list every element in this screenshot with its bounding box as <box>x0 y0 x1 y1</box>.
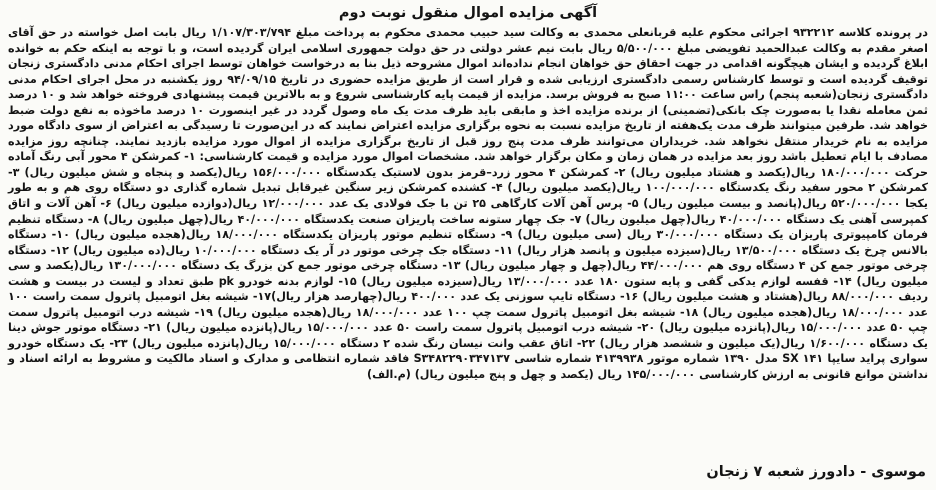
notice-body: در پرونده کلاسه ۹۳۲۲۱۲ اجرائی محکوم علیه قربانعلی محمدی به وکالت سید حبیب محمدی محکوم به پرداخت مبلغ ۱/۱۰۷/۳۰۳/۷۹۴ ریال بابت اصل خواسته در حق آقای اصغر مقدم به وکالت عبدالحمید تفویضی مبلغ ۵/۵۰۰/۰۰۰ ریال بابت نیم عشر دولتی در حق دولت جمهوری اسلامی ایران گردیده است، و با توجه به اینکه حکم به خوانده ابلاغ گردیده و ایشان هیچگونه اقدامی در جهت احقاق حق خواهان انجام نداده‌اند اموال مشروحه ذیل بنا به درخواست خواهان توسط اجرای احکام مدنی دادگستری زنجان توقیف گردیده است و توسط کارشناس رسمی دادگستری ارزیابی شده و قرار است از طریق مزایده حضوری در تاریخ ۹۴/۰۹/۱۵ روز یکشنبه در محل اجرای احکام مدنی دادگستری زنجان(شعبه پنجم) راس ساعت ۱۱:۰۰ صبح به فروش برسد. مزایده از قیمت پایه کارشناسی شروع و به بالاترین قیمت پیشنهادی فروخته خواهد شد و ۱۰ درصد ثمن معامله نقدا یا به‌صورت چک بانکی(تضمینی) از برنده مزایده اخذ و مابقی باید ظرف مدت یک ماه وصول گردد در غیر اینصورت ۱۰ درصد ماخوذه به نفع دولت ضبط خواهد شد. طرفین میتوانند ظرف مدت یک‌هفته از تاریخ مزایده نسبت به نحوه برگزاری مزایده اعتراض نمایند که در این‌صورت تا رسیدگی به اعتراض از سوی دادگاه مورد مزایده به نام خریدار منتقل نخواهد شد. خریداران می‌توانند ظرف مدت پنج روز قبل از تاریخ برگزاری مزایده از اموال مورد مزایده بازدید نمایند. چنانچه روز مزایده مصادف با ایام تعطیل باشد روز بعد مزایده در همان زمان و مکان برگزار خواهد شد. مشخصات اموال مورد مزایده و قیمت کارشناسی: ۱- کمرشکن ۴ محور آبی رنگ آماده حرکت ۱۸۰/۰۰۰/۰۰۰ ریال(یکصد و هشتاد میلیون ریال) ۲- کمرشکن ۴ محور زرد–قرمز بدون لاستیک یکدستگاه ۱۵۶/۰۰۰/۰۰۰ ریال(یکصد و پنجاه و شش میلیون ریال) ۳- کمرشکن ۲ محور سفید رنگ یکدستگاه ۱۰۰/۰۰۰/۰۰۰ ریال(یکصد میلیون ریال) ۴- کشنده کمرشکن زیر سنگین غیرقابل تبدیل شماره گذاری دو دستگاه روی هم و به طور یکجا ۵۲۰/۰۰۰/۰۰۰ ریال(پانصد و بیست میلیون ریال) ۵- پرس آهن آلات کارگاهی ۲۵ تن با جک فولادی یک عدد ۱۲/۰۰۰/۰۰۰ ریال(دوازده میلیون ریال) ۶- آهن آلات و اتاق کمپرسی آهنی یک دستگاه ۴۰/۰۰۰/۰۰۰ ریال(چهل میلیون ریال) ۷- جک چهار ستونه ساخت پاریزان صنعت یکدستگاه ۴۰/۰۰۰/۰۰۰ ریال(چهل میلیون ریال) ۸- دستگاه تنظیم فرمان کامپیوتری پاریزان یک دستگاه ۳۰/۰۰۰/۰۰۰ ریال (سی میلیون ریال) ۹- دستگاه تنظیم موتور پاریزان یکدستگاه ۱۸/۰۰۰/۰۰۰ ریال(هجده میلیون ریال) ۱۰- دستگاه بالانس چرخ یک دستگاه ۱۳/۵۰۰/۰۰۰ ریال(سیزده میلیون و پانصد هزار ریال) ۱۱- دستگاه جک چرخی موتور در آر یک دستگاه ۱۰/۰۰۰/۰۰۰ ریال(ده میلیون ریال) ۱۲- دستگاه چرخی موتور جمع کن ۴ دستگاه روی هم ۴۴/۰۰۰/۰۰۰ ریال(چهل و چهار میلیون ریال) ۱۳- دستگاه چرخی موتور جمع کن بزرگ یک دستگاه ۱۳۰/۰۰۰/۰۰۰ ریال(یکصد و سی میلیون ریال) ۱۴- قفسه لوازم یدکی گفی و پایه ستون ۱۸۰ عدد ۱۳/۰۰۰/۰۰۰ ریال(سیزده میلیون ریال) ۱۵- لوازم بدنه خودرو pk طبق تعداد و لیست در بیست و هشت ردیف ۸۸/۰۰۰/۰۰۰ ریال(هشتاد و هشت میلیون ریال) ۱۶- دستگاه تایپ سوزنی یک عدد ۴۰۰/۰۰۰ ریال(چهارصد هزار ریال)۱۷- شیشه بغل اتومبیل پاترول سمت راست ۱۰۰ عدد ۱۸/۰۰۰/۰۰۰ ریال(هجده میلیون ریال) ۱۸- شیشه بغل اتومبیل پاترول سمت چپ ۱۰۰ عدد ۱۸/۰۰۰/۰۰۰ ریال(هجده میلیون ریال) ۱۹- شیشه درب اتومبیل پاترول سمت چپ ۵۰ عدد ۱۵/۰۰۰/۰۰۰ ریال(پانزده میلیون ریال) ۲۰- شیشه درب اتومبیل پاترول سمت راست ۵۰ عدد ۱۵/۰۰۰/۰۰۰ ریال(پانزده میلیون ریال) ۲۱- دستگاه موتور جوش دینا یک دستگاه ۱/۶۰۰/۰۰۰ ریال(یک میلیون و ششصد هزار ریال) ۲۲- اتاق عقب وانت نیسان رنگ شده ۲ دستگاه ۱۵/۰۰۰/۰۰۰ ریال(پانزده میلیون ریال) ۲۳- یک دستگاه خودرو سواری پراید سایپا SX ۱۴۱ مدل ۱۳۹۰ شماره موتور ۴۱۳۹۹۳۸ شماره شاسی S۳۴۸۲۲۹۰۳۴۷۱۳۷ فاقد شماره انتظامی و مدارک و اسناد مالکیت و مشروط به ارائه اسناد و نداشتن موانع قانونی به ارزش کارشناسی ۱۴۵/۰۰۰/۰۰۰ ریال (یکصد و چهل و پنج میلیون ریال) (م.الف) <box>8 26 929 382</box>
notice-signature: موسوی - دادورز شعبه ۷ زنجان <box>706 464 926 480</box>
notice-title: آگهی مزایده اموال منقول نوبت دوم <box>338 5 598 21</box>
